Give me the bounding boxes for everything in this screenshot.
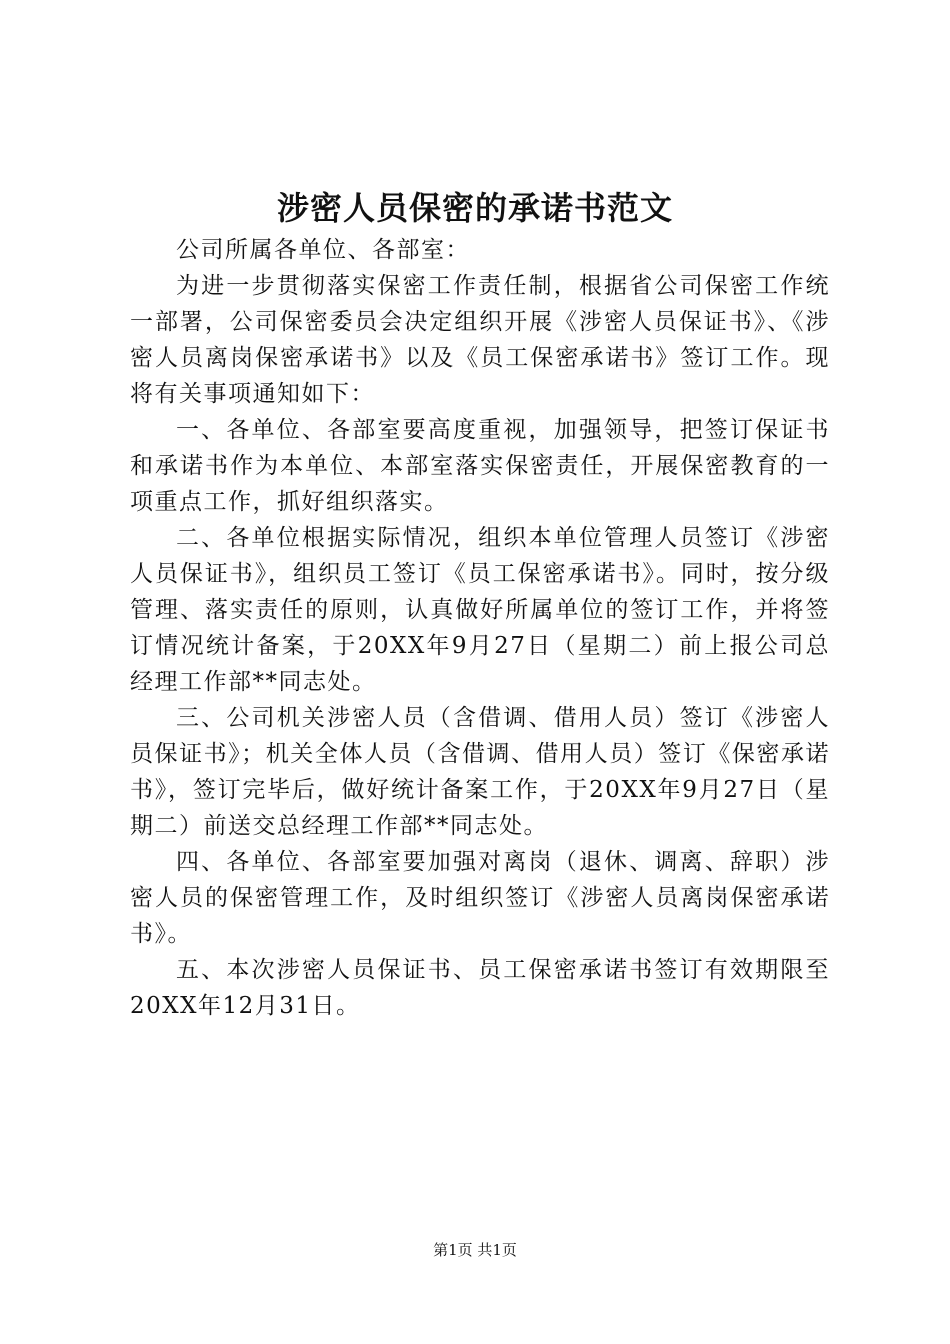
item-three-paragraph: 三、公司机关涉密人员（含借调、借用人员）签订《涉密人员保证书》；机关全体人员（含借调、借用人员）签订《保密承诺书》，签订完毕后，做好统计备案工作，于20XX年9月27日（星期二）前送交总经理工作部**同志处。 bbox=[130, 705, 830, 839]
item-four-paragraph: 四、各单位、各部室要加强对离岗（退休、调离、辞职）涉密人员的保密管理工作，及时组织签订《涉密人员离岗保密承诺书》。 bbox=[130, 849, 830, 947]
page-number-footer: 第1页 共1页 bbox=[433, 1241, 517, 1259]
item-one-paragraph: 一、各单位、各部室要高度重视，加强领导，把签订保证书和承诺书作为本单位、本部室落实保密责任，开展保密教育的一项重点工作，抓好组织落实。 bbox=[130, 417, 830, 515]
document-title: 涉密人员保密的承诺书范文 bbox=[276, 189, 673, 227]
intro-paragraph: 为进一步贯彻落实保密工作责任制，根据省公司保密工作统一部署，公司保密委员会决定组织开展《涉密人员保证书》、《涉密人员离岗保密承诺书》以及《员工保密承诺书》签订工作。现将有关事项通知如下： bbox=[130, 273, 830, 407]
salutation-paragraph: 公司所属各单位、各部室： bbox=[176, 237, 470, 263]
document-body bbox=[130, 232, 830, 1024]
item-two-paragraph: 二、各单位根据实际情况，组织本单位管理人员签订《涉密人员保证书》，组织员工签订《员工保密承诺书》。同时，按分级管理、落实责任的原则，认真做好所属单位的签订工作，并将签订情况统计备案，于20XX年9月27日（星期二）前上报公司总经理工作部**同志处。 bbox=[130, 525, 830, 695]
item-five-paragraph: 五、本次涉密人员保证书、员工保密承诺书签订有效期限至20XX年12月31日。 bbox=[130, 957, 830, 1019]
